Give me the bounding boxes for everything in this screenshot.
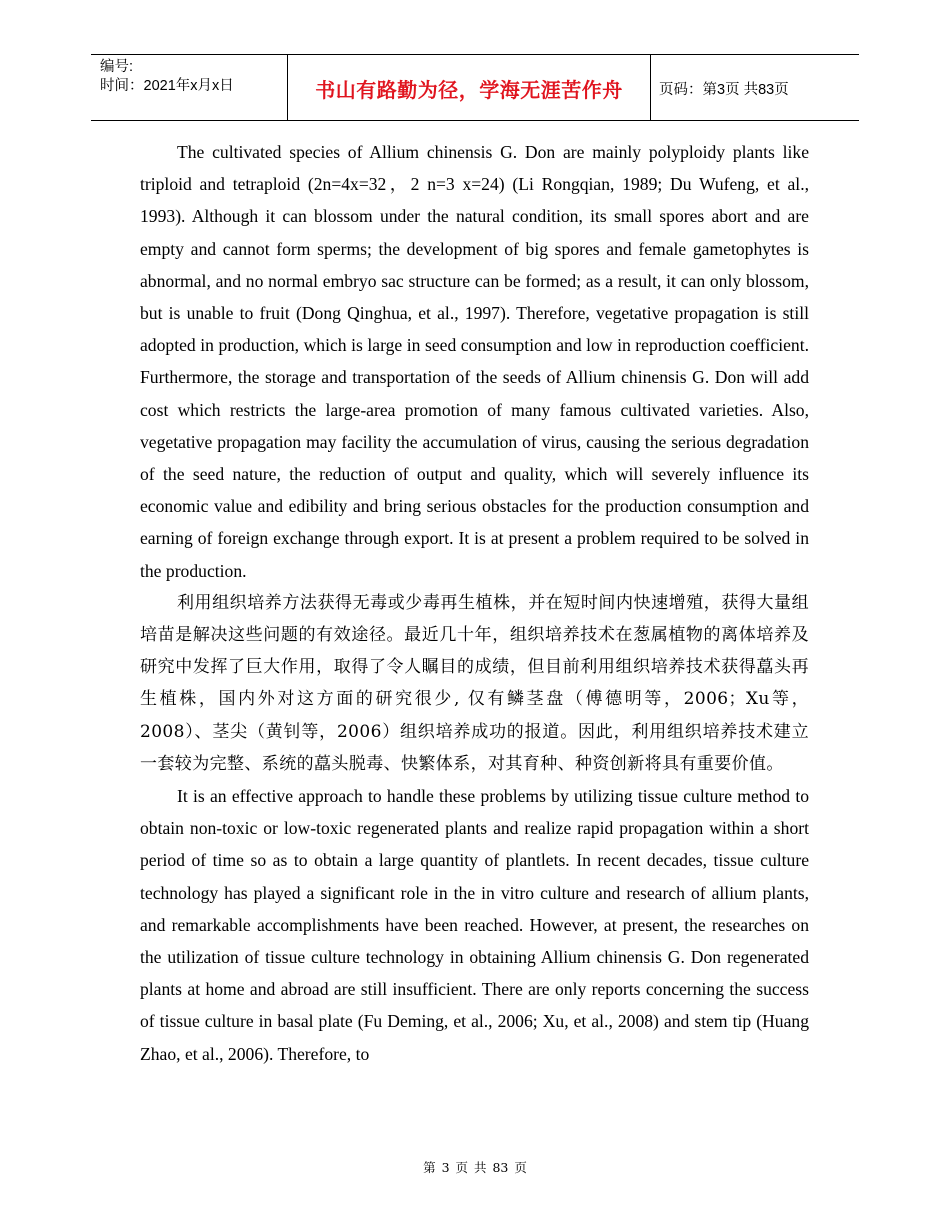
paragraph-english-2: It is an effective approach to handle these problems by utilizing tissue culture method to obtain non-toxic or low-toxic regenerated plants and realize rapid propagation within a short period of time so as to obtain a large quantity of plantlets. In recent decades, tissue culture technology has played a significant role in the in vitro culture and research of allium plants, and remarkable accomplishments have been reached. However, at present, the researches on the utilization of tissue culture technology in obtaining Allium chinensis G. Don regenerated plants at home and abroad are still insufficient. There are only reports concerning the success of tissue culture in basal plate (Fu Deming, et al., 2006; Xu, et al., 2008) and stem tip (Huang Zhao, et al., 2006). Therefore, to	[140, 786, 809, 1064]
header-motto: 书山有路勤为径，学海无涯苦作舟	[287, 55, 651, 120]
page-header	[91, 54, 859, 121]
paragraph-chinese: 利用组织培养方法获得无毒或少毒再生植株，并在短时间内快速增殖，获得大量组培苗是解决这些问题的有效途径。最近几十年，组织培养技术在葱属植物的离体培养及研究中发挥了巨大作用，取得了令人瞩目的成绩，但目前利用组织培养技术获得藠头再生植株，国内外对这方面的研究很少, 仅有鳞茎盘（傅德明等，2006；Xu等，2008）、茎尖（黄钊等，2006）组织培养成功的报道。因此，利用组织培养技术建立一套较为完整、系统的藠头脱毒、快繁体系，对其育种、种资创新将具有重要价值。	[140, 592, 809, 774]
header-page-info: 页码：第3页 共83页	[659, 82, 789, 98]
paragraph-english-1: The cultivated species of Allium chinensis G. Don are mainly polyploidy plants like triploid and tetraploid (2n=4x=32，2 n=3 x=24) (Li Rongqian, 1989; Du Wufeng, et al., 1993). Although it can blossom under the natural condition, its small spores abort and are empty and cannot form sperms; the development of big spores and female gametophytes is abnormal, and no normal embryo sac structure can be formed; as a result, it can only blossom, but is unable to fruit (Dong Qinghua, et al., 1997). Therefore, vegetative propagation is still adopted in production, which is large in seed consumption and low in reproduction coefficient. Furthermore, the storage and transportation of the seeds of Allium chinensis G. Don will add cost which restricts the large-area promotion of many famous cultivated varieties. Also, vegetative propagation may facility the accumulation of virus, causing the serious degradation of the seed nature, the reduction of output and quality, which will severely influence its economic value and edibility and bring serious obstacles for the production consumption and earning of foreign exchange through export. It is at present a problem required to be solved in the production.	[140, 142, 809, 581]
number-label: 编号:	[100, 59, 134, 75]
header-meta-cell	[91, 55, 287, 120]
document-body	[140, 136, 809, 1070]
time-label: 时间：2021年x月x日	[100, 78, 234, 94]
page-footer: 第 3 页 共 83 页	[423, 1160, 527, 1175]
